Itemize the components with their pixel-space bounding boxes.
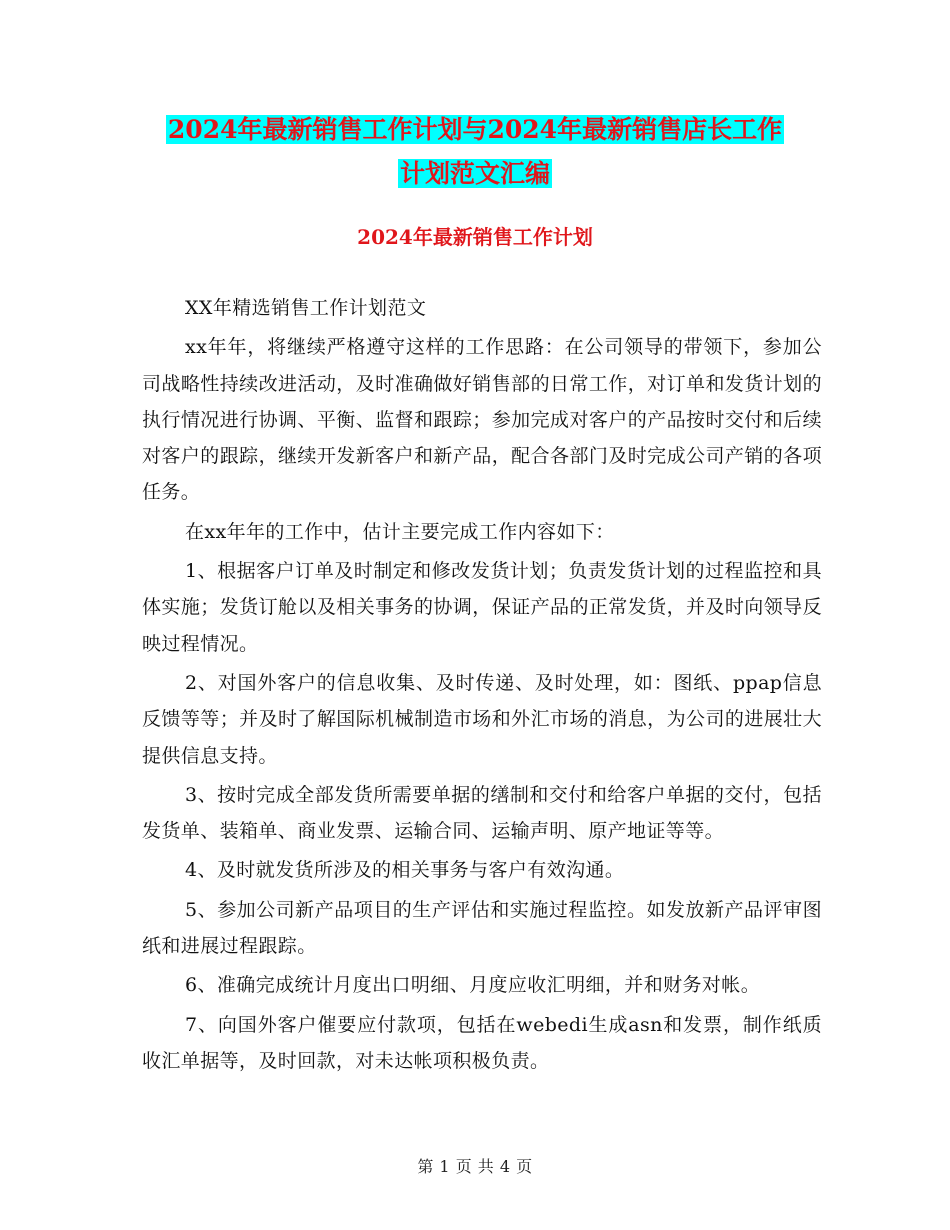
- section-title: 2024年最新销售工作计划: [357, 225, 593, 249]
- document-body: [142, 290, 822, 1082]
- paragraph: 2、对国外客户的信息收集、及时传递、及时处理，如：图纸、ppap信息反馈等等；并及时了解国际机械制造市场和外汇市场的消息，为公司的进展壮大提供信息支持。: [142, 671, 822, 767]
- paragraph: XX年精选销售工作计划范文: [185, 297, 427, 319]
- paragraph: 7、向国外客户催要应付款项，包括在webedi生成asn和发票，制作纸质收汇单据等，及时回款，对未达帐项积极负责。: [142, 1013, 822, 1072]
- paragraph: 3、按时完成全部发货所需要单据的缮制和交付和给客户单据的交付，包括发货单、装箱单、商业发票、运输合同、运输声明、原产地证等等。: [142, 783, 822, 843]
- page-footer: 第 1 页 共 4 页: [417, 1157, 533, 1176]
- document-title-line-1: 2024年最新销售工作计划与2024年最新销售店长工作: [167, 115, 783, 144]
- document-title: [60, 108, 890, 196]
- paragraph: 在xx年年的工作中，估计主要完成工作内容如下：: [185, 520, 615, 543]
- paragraph: 4、及时就发货所涉及的相关事务与客户有效沟通。: [185, 859, 625, 882]
- paragraph: 5、参加公司新产品项目的生产评估和实施过程监控。如发放新产品评审图纸和进展过程跟踪。: [142, 898, 822, 958]
- paragraph: 6、准确完成统计月度出口明细、月度应收汇明细，并和财务对帐。: [185, 974, 761, 997]
- paragraph: 1、根据客户订单及时制定和修改发货计划；负责发货计划的过程监控和具体实施；发货订舱以及相关事务的协调，保证产品的正常发货，并及时向领导反映过程情况。: [142, 560, 822, 655]
- document-title-line-2: 计划范文汇编: [399, 159, 550, 188]
- paragraph: xx年年，将继续严格遵守这样的工作思路：在公司领导的带领下，参加公司战略性持续改进活动，及时准确做好销售部的日常工作，对订单和发货计划的执行情况进行协调、平衡、监督和跟踪；参加完成对客户的产品按时交付和后续对客户的跟踪，继续开发新客户和新产品，配合各部门及时完成公司产销的各项任务。: [142, 336, 822, 504]
